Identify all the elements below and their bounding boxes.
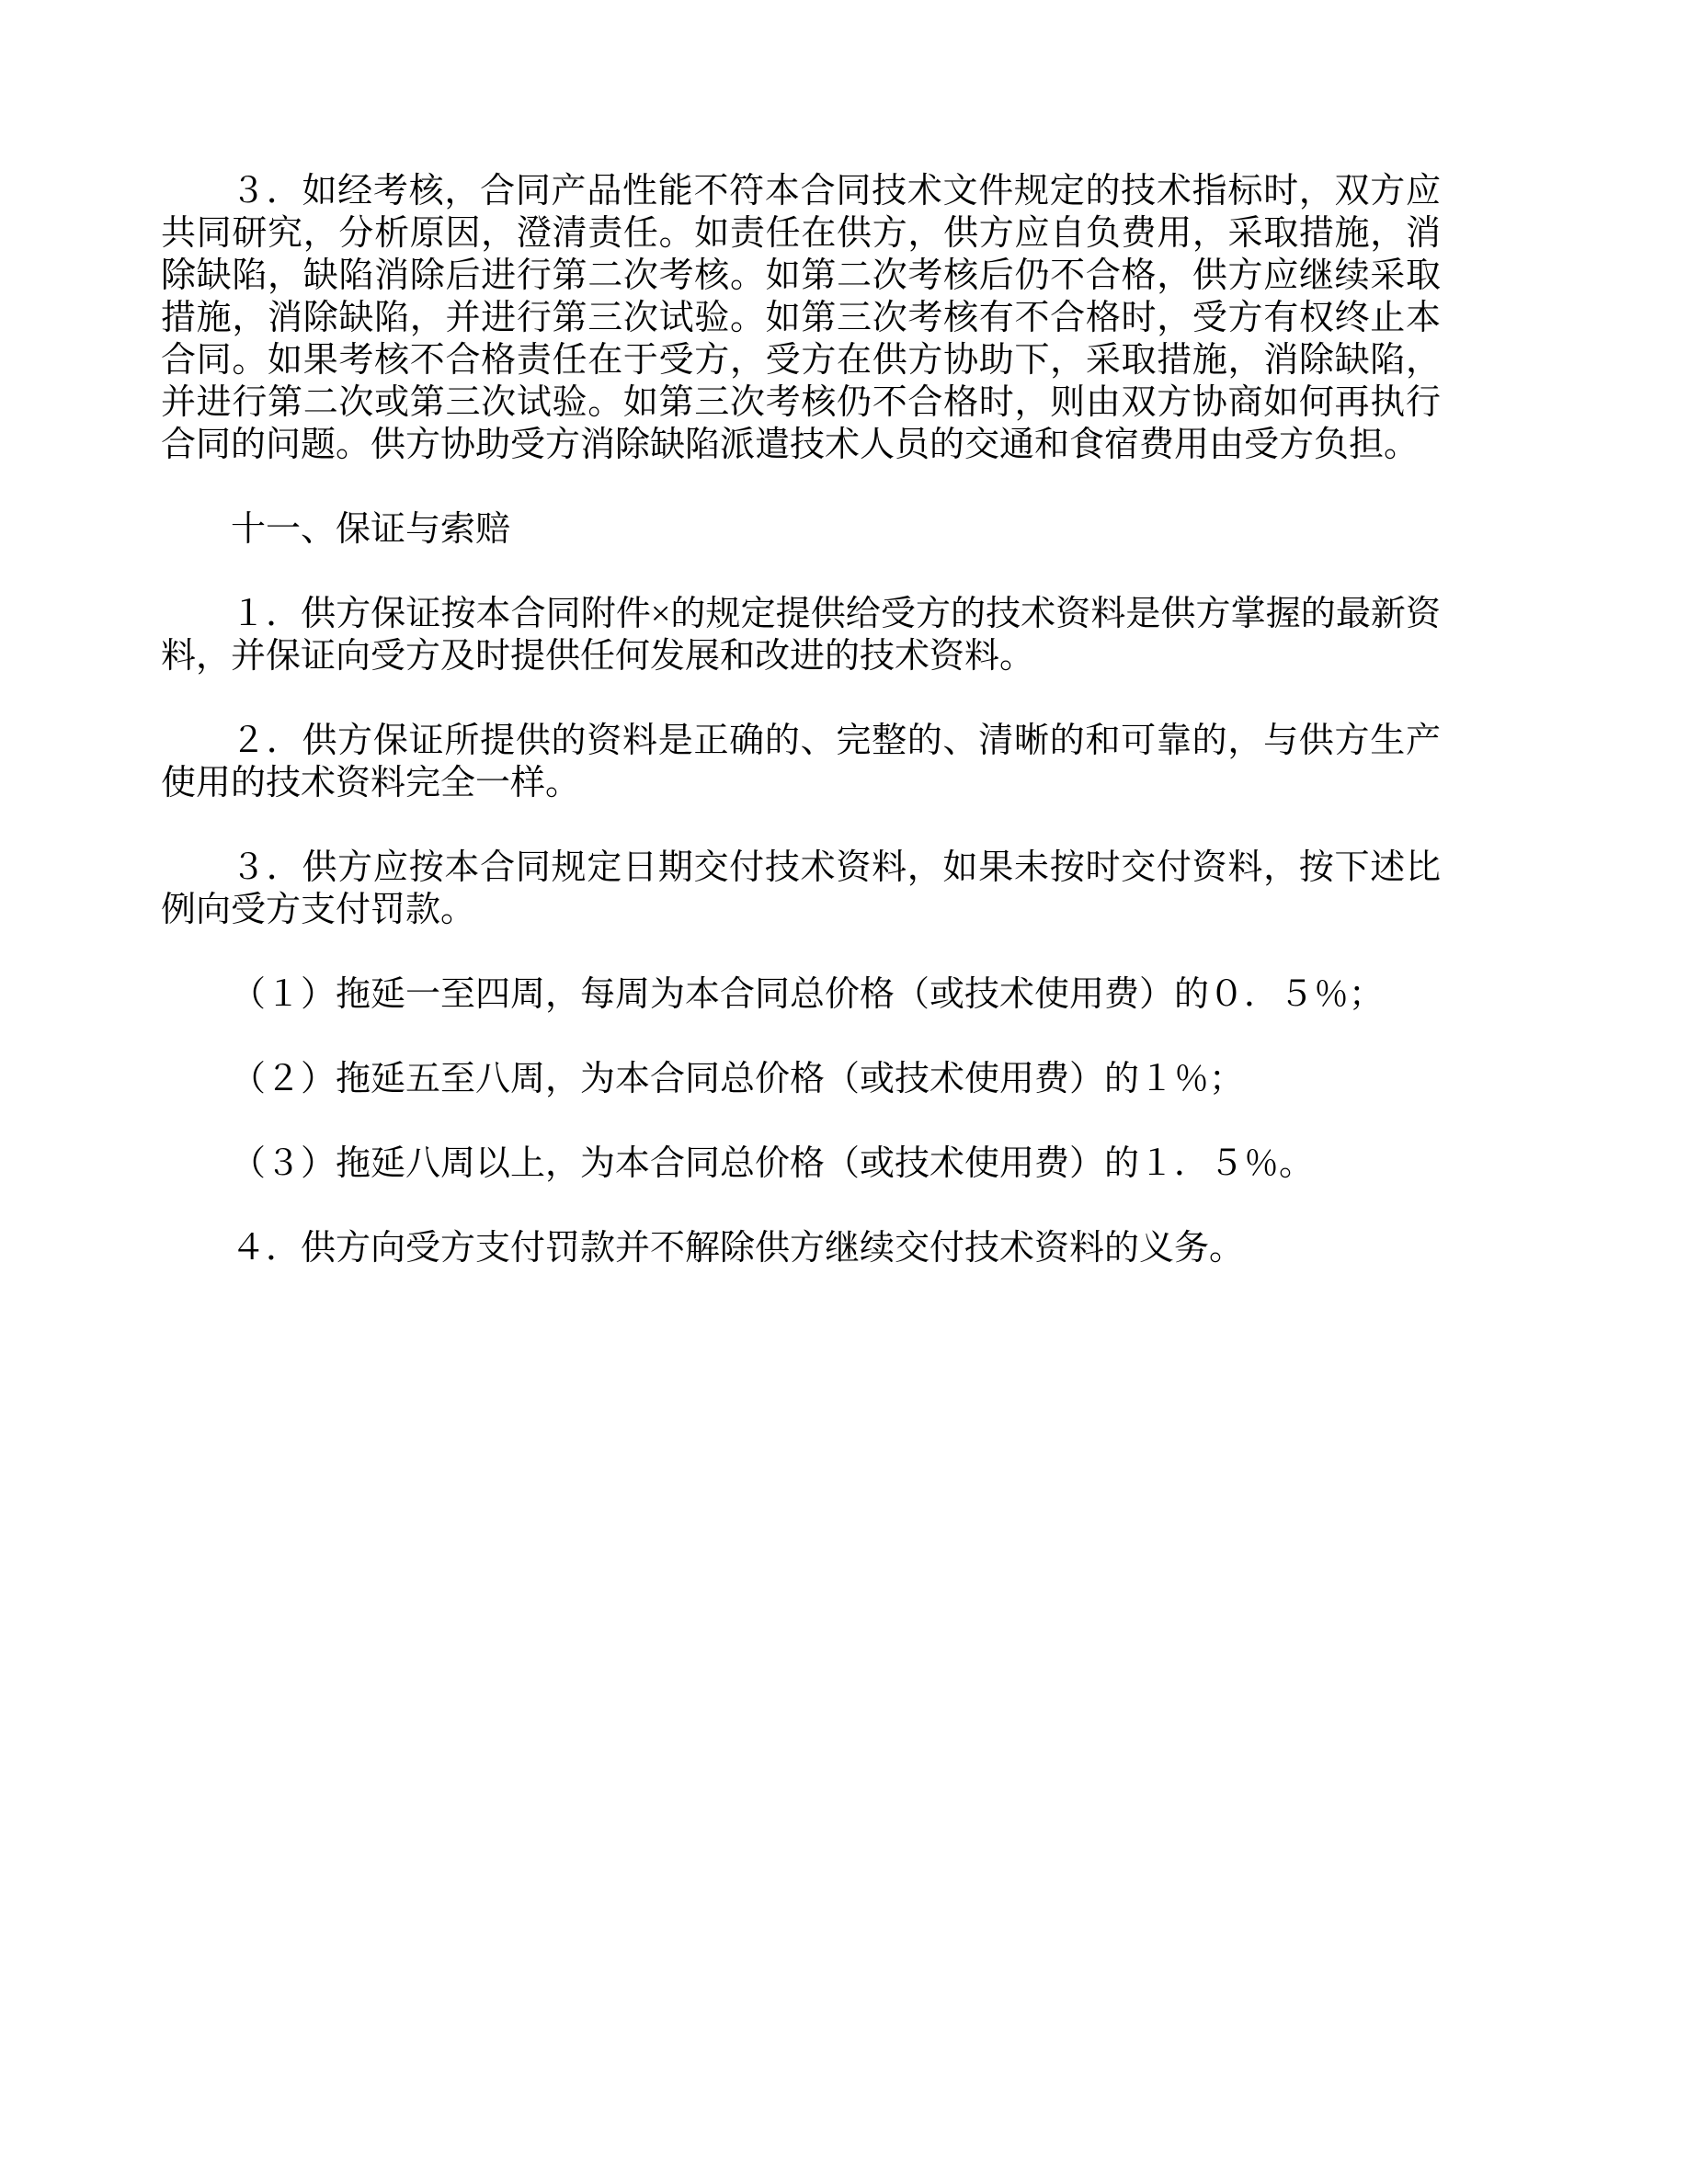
clause-11-4-paragraph: ４．供方向受方支付罚款并不解除供方继续交付技术资料的义务。 xyxy=(231,1229,1245,1268)
section-11-heading: 十一、保证与索赔 xyxy=(231,510,511,549)
clause-11-1-paragraph: １．供方保证按本合同附件×的规定提供给受方的技术资料是供方掌握的最新资料，并保证向受方及时提供任何发展和改进的技术资料。 xyxy=(161,595,1441,676)
clause-10-3-paragraph: ３．如经考核，合同产品性能不符本合同技术文件规定的技术指标时，双方应共同研究，分析原因，澄清责任。如责任在供方，供方应自负费用，采取措施，消除缺陷，缺陷消除后进行第二次考核。如第二次考核后仍不合格，供方应继续采取措施，消除缺陷，并进行第三次试验。如第三次考核有不合格时，受方有权终止本合同。如果考核不合格责任在于受方，受方在供方协助下，采取措施，消除缺陷，并进行第二次或第三次试验。如第三次考核仍不合格时，则由双方协商如何再执行合同的问题。供方协助受方消除缺陷派遣技术人员的交通和食宿费用由受方负担。 xyxy=(161,172,1441,464)
contract-text-body xyxy=(161,170,1441,1269)
clause-11-3-subitem-2: （２）拖延五至八周，为本合同总价格（或技术使用费）的１％； xyxy=(231,1060,1245,1098)
clause-11-3-subitem-3: （３）拖延八周以上，为本合同总价格（或技术使用费）的１．５％。 xyxy=(231,1144,1315,1183)
clause-11-3-paragraph: ３．供方应按本合同规定日期交付技术资料，如果未按时交付资料，按下述比例向受方支付罚款。 xyxy=(161,848,1441,929)
clause-11-3-subitem-1: （１）拖延一至四周，每周为本合同总价格（或技术使用费）的０．５％； xyxy=(231,975,1385,1014)
clause-11-2-paragraph: ２．供方保证所提供的资料是正确的、完整的、清晰的和可靠的，与供方生产使用的技术资料完全一样。 xyxy=(161,722,1441,802)
